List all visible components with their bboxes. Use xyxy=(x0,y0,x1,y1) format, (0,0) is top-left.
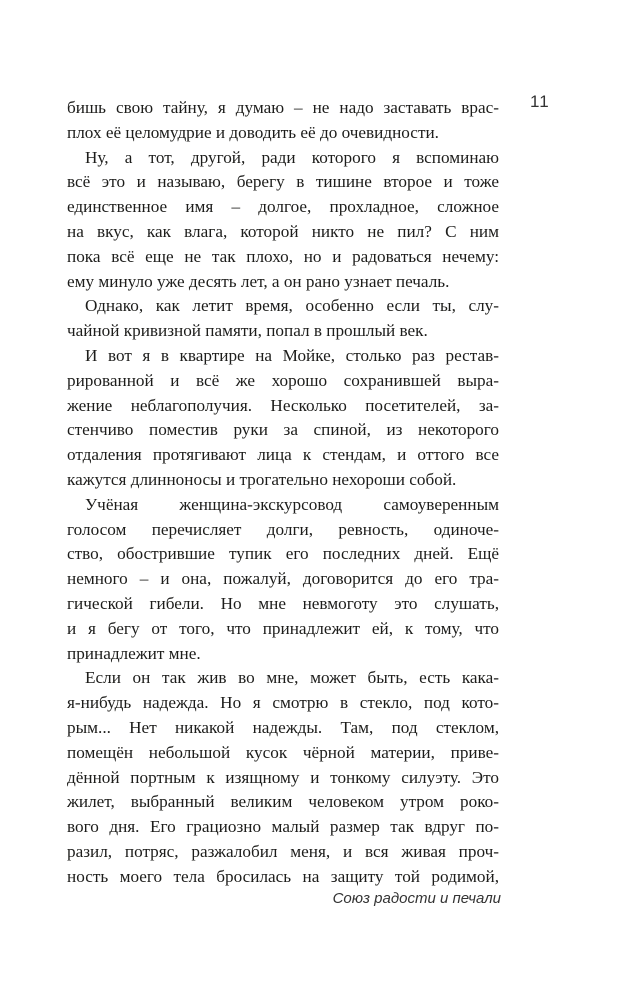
text-line: ность моего тела бросилась на защиту той родимой, xyxy=(67,866,499,886)
text-line: жилет, выбранный великим человеком утром роко- xyxy=(67,792,499,812)
text-line: бишь свою тайну, я думаю – не надо заставать врас- xyxy=(67,98,499,117)
paragraph xyxy=(67,344,499,493)
text-line: дённой портным к изящному и тонкому силуэту. Это xyxy=(67,767,499,787)
text-line: рым... Нет никакой надежды. Там, под стеклом, xyxy=(67,717,499,737)
paragraph xyxy=(67,146,499,295)
text-line: пока всё еще не так плохо, но и радоваться нечему: xyxy=(67,246,499,266)
text-line: и я бегу от того, что принадлежит ей, к тому, что xyxy=(67,618,499,638)
text-line: плох её целомудрие и доводить её до очевидности. xyxy=(67,122,439,142)
paragraph xyxy=(67,294,499,344)
text-line: я-нибудь надежда. Но я смотрю в стекло, под кото- xyxy=(67,693,499,713)
text-line: помещён небольшой кусок чёрной материи, приве- xyxy=(67,742,499,762)
text-line: на вкус, как влага, которой никто не пил? С ним xyxy=(67,221,499,241)
running-footer: Союз радости и печали xyxy=(332,890,501,907)
text-line: жение неблагополучия. Несколько посетителей, за- xyxy=(67,395,499,415)
text-line: Ну, а тот, другой, ради которого я вспоминаю xyxy=(85,147,499,167)
text-line: всё это и называю, берегу в тишине второе и тоже xyxy=(67,172,499,192)
body-text xyxy=(67,96,499,890)
text-line: гической гибели. Но мне невмоготу это слушать, xyxy=(67,593,499,613)
text-line: ство, обострившие тупик его последних дней. Ещё xyxy=(67,544,499,564)
text-line: ему минуло уже десять лет, а он рано узнает печаль. xyxy=(67,271,450,291)
text-line: единственное имя – долгое, прохладное, сложное xyxy=(67,197,499,217)
paragraph xyxy=(67,666,499,889)
text-line: кажутся длинноносы и трогательно нехороши собой. xyxy=(67,469,457,489)
paragraph xyxy=(67,96,499,146)
text-line: немного – и она, пожалуй, договорится до его тра- xyxy=(67,569,499,589)
text-line: Однако, как летит время, особенно если ты, слу- xyxy=(85,296,499,316)
text-line: принадлежит мне. xyxy=(67,643,201,663)
paragraph xyxy=(67,493,499,667)
text-line: разил, потряс, разжалобил меня, и вся живая проч- xyxy=(67,841,499,861)
text-line: стенчиво поместив руки за спиной, из некоторого xyxy=(67,420,499,440)
text-line: голосом перечисляет долги, ревность, одиноче- xyxy=(67,519,499,539)
text-line: Учёная женщина-экскурсовод самоуверенным xyxy=(85,494,499,514)
text-line: И вот я в квартире на Мойке, столько раз рестав- xyxy=(85,345,499,365)
text-line: чайной кривизной памяти, попал в прошлый век. xyxy=(67,321,428,341)
page-number: 11 xyxy=(530,92,550,111)
text-line: вого дня. Его грациозно малый размер так вдруг по- xyxy=(67,817,499,837)
text-line: отдаления протягивают лица к стендам, и оттого все xyxy=(67,445,499,465)
text-line: рированной и всё же хорошо сохранившей выра- xyxy=(67,370,499,390)
text-line: Если он так жив во мне, может быть, есть кака- xyxy=(85,668,499,688)
